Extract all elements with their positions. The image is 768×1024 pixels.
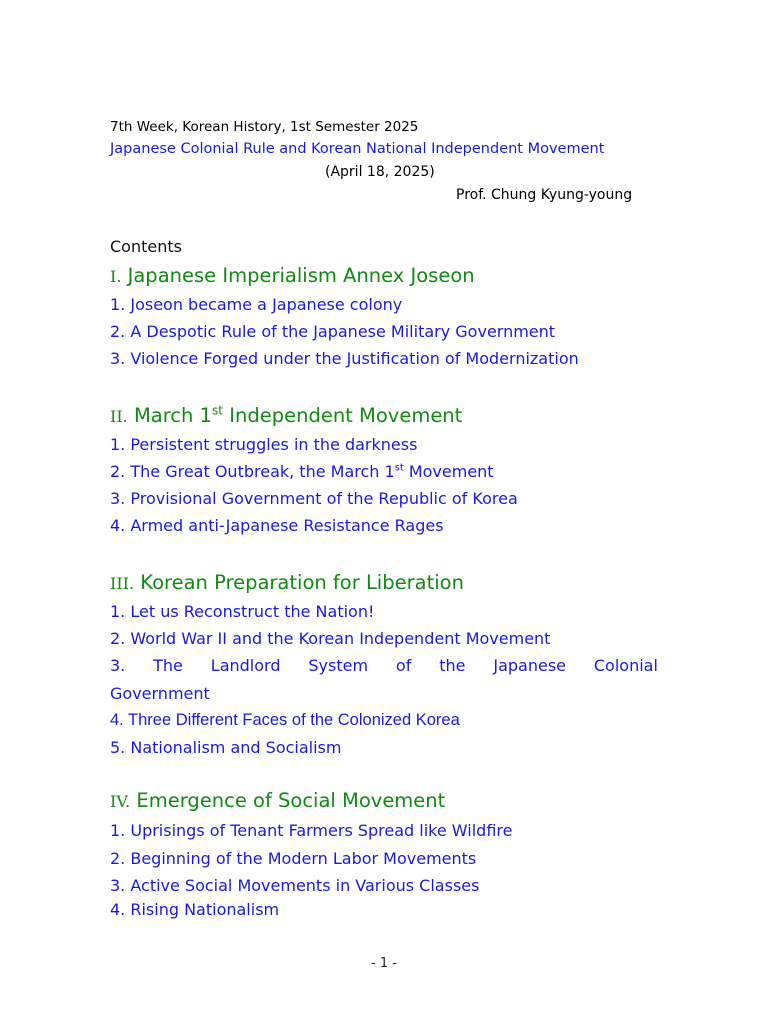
toc-item-continuation: Government [110,684,210,703]
toc-item: 2. The Great Outbreak, the March 1st Movement [110,462,494,481]
section-title: Emergence of Social Movement [136,789,446,812]
section-heading-3 [110,571,464,594]
toc-item: 4. Armed anti-Japanese Resistance Rages [110,516,444,535]
section-heading-2 [110,404,462,427]
section-title: March 1st Independent Movement [133,403,463,427]
lecture-title: Japanese Colonial Rule and Korean National Independent Movement [110,141,605,157]
toc-item: 3. Active Social Movements in Various Classes [110,876,480,895]
toc-item: 1. Persistent struggles in the darkness [110,435,418,454]
lecture-author: Prof. Chung Kyung-young [456,187,633,203]
toc-item: 2. A Despotic Rule of the Japanese Military Government [110,322,556,341]
section-numeral: IV. [110,792,131,811]
toc-item: 3. Provisional Government of the Republic of Korea [110,489,518,508]
toc-item-justified: 3. The Landlord System of the Japanese Colonial [110,656,658,675]
toc-item: 1. Let us Reconstruct the Nation! [110,602,375,621]
toc-item: 3. Violence Forged under the Justification of Modernization [110,349,579,368]
section-heading-4 [110,789,445,812]
section-heading-1 [110,264,475,287]
toc-item: 4. Rising Nationalism [110,900,280,919]
section-numeral: III. [110,574,135,593]
course-week-line: 7th Week, Korean History, 1st Semester 2025 [110,119,419,135]
lecture-date: (April 18, 2025) [325,164,435,180]
toc-item: 5. Nationalism and Socialism [110,738,342,757]
section-title: Japanese Imperialism Annex Joseon [127,264,475,287]
contents-heading: Contents [110,237,182,256]
page-number: - 1 - [371,956,397,971]
toc-item: 2. World War II and the Korean Independent Movement [110,629,551,648]
section-numeral: II. [110,407,128,426]
toc-item: 1. Joseon became a Japanese colony [110,295,403,314]
toc-item: 4. Three Different Faces of the Colonized Korea [110,711,460,729]
section-title: Korean Preparation for Liberation [140,571,464,594]
section-numeral: I. [110,267,122,286]
toc-item: 2. Beginning of the Modern Labor Movements [110,849,477,868]
toc-item: 1. Uprisings of Tenant Farmers Spread like Wildfire [110,821,513,840]
